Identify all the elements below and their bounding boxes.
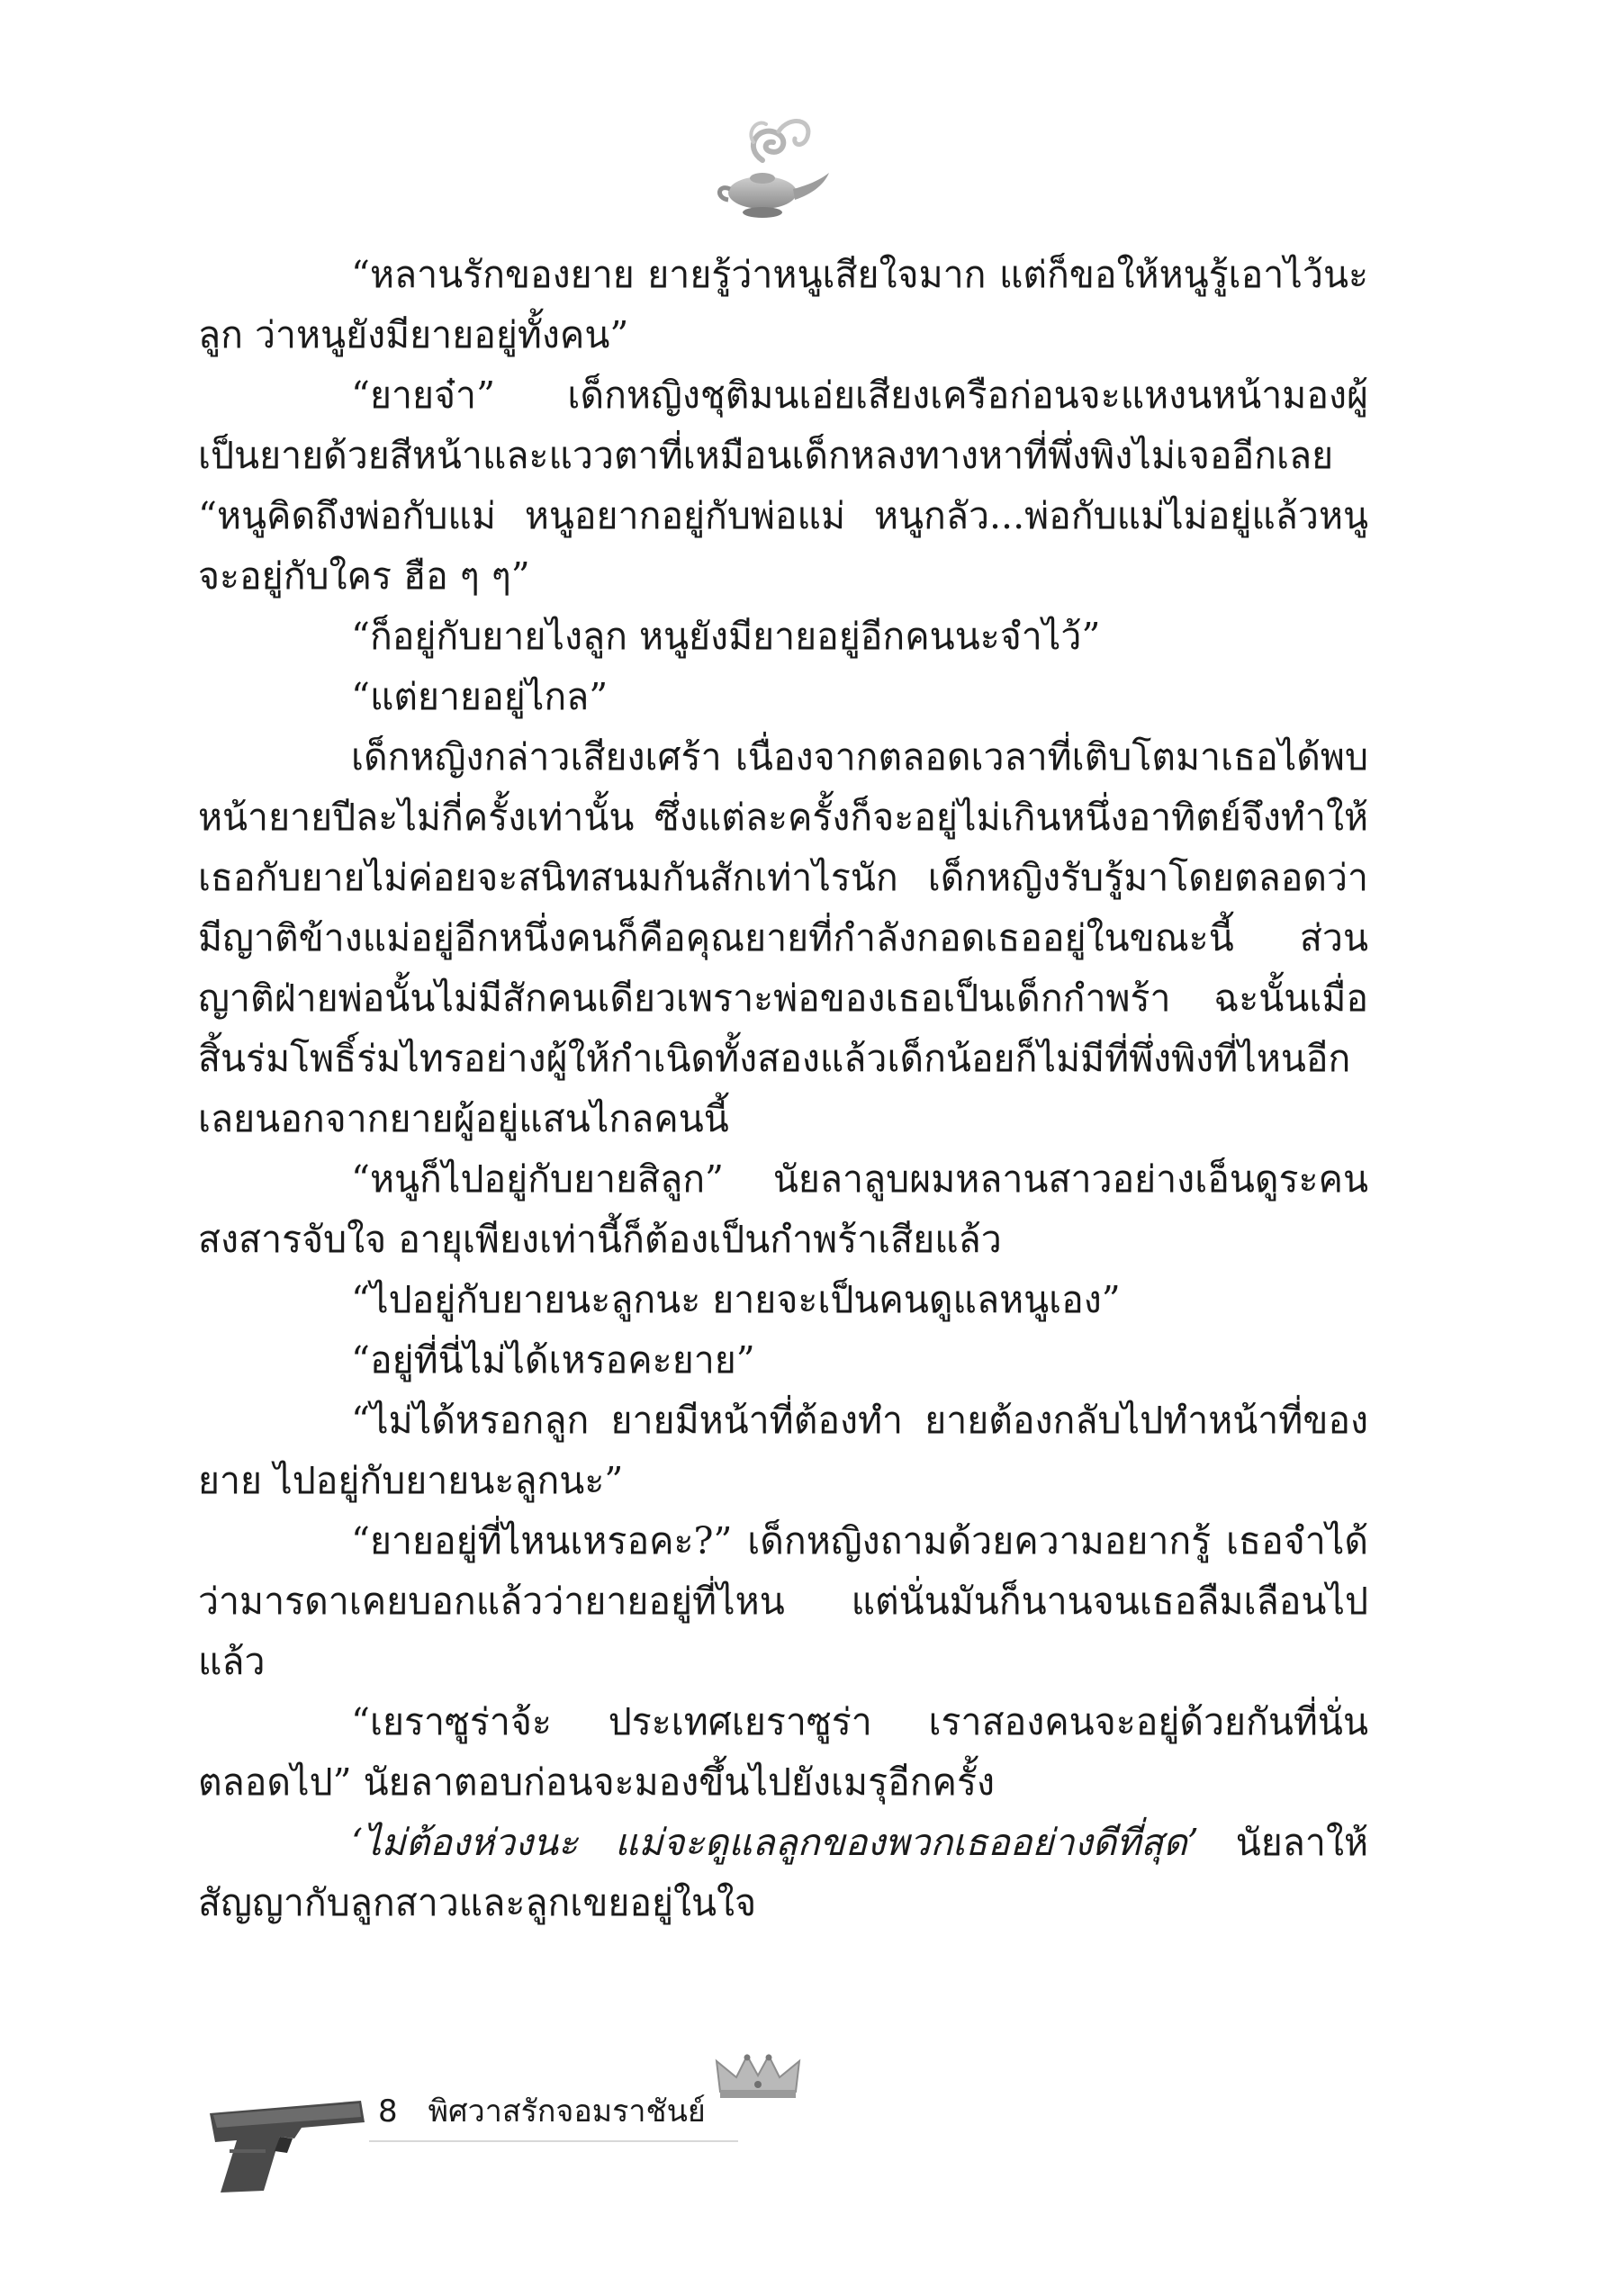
book-title: พิศวาสรักจอมราชันย์ bbox=[428, 2093, 706, 2129]
paragraph-tail: นัยลาให้สัญญากับลูกสาวและลูกเขยอยู่ในใจ bbox=[198, 1821, 1369, 1924]
paragraph: “หลานรักของยาย ยายรู้ว่าหนูเสียใจมาก แต่ก็ขอให้หนูรู้เอาไว้นะลูก ว่าหนูยังมียายอยู่ทั้งคน” bbox=[198, 253, 1368, 356]
paragraph: “ยายจ๋า” เด็กหญิงชุติมนเอ่ยเสียงเครือก่อนจะแหงนหน้ามองผู้เป็นยายด้วยสีหน้าและแววตาที่เหมือนเด็กหลงทางหาที่พึ่งพิงไม่เจออีกเลย “หนูคิดถึงพ่อกับแม่ หนูอยากอยู่กับพ่อแม่ หนูกลัว...พ่อกับแม่ไม่อยู่แล้วหนูจะอยู่กับใคร ฮือ ๆ ๆ” bbox=[198, 374, 1368, 598]
paragraph: “ไปอยู่กับยายนะลูกนะ ยายจะเป็นคนดูแลหนูเอง” bbox=[351, 1278, 1121, 1321]
magic-lamp-icon bbox=[707, 106, 834, 232]
pistol-icon bbox=[194, 2086, 374, 2194]
paragraph: “ก็อยู่กับยายไงลูก หนูยังมียายอยู่อีกคนนะจำไว้” bbox=[351, 615, 1101, 658]
page-number: 8 bbox=[378, 2093, 398, 2129]
story-text bbox=[198, 245, 1368, 1933]
crown-icon bbox=[713, 2052, 803, 2102]
paragraph: “หนูก็ไปอยู่กับยายสิลูก” นัยลาลูบผมหลานสาวอย่างเอ็นดูระคนสงสารจับใจ อายุเพียงเท่านี้ก็ต้องเป็นกำพร้าเสียแล้ว bbox=[198, 1157, 1368, 1261]
footer-divider bbox=[369, 2140, 738, 2142]
page-footer bbox=[378, 2086, 706, 2135]
paragraph: “แต่ยายอยู่ไกล” bbox=[351, 675, 609, 718]
inner-thought: ‘ไม่ต้องห่วงนะ แม่จะดูแลลูกของพวกเธออย่างดีที่สุด’ bbox=[351, 1821, 1199, 1864]
paragraph: “ไม่ได้หรอกลูก ยายมีหน้าที่ต้องทำ ยายต้องกลับไปทำหน้าที่ของยาย ไปอยู่กับยายนะลูกนะ” bbox=[198, 1399, 1368, 1502]
paragraph: “ยายอยู่ที่ไหนเหรอคะ?” เด็กหญิงถามด้วยความอยากรู้ เธอจำได้ว่ามารดาเคยบอกแล้วว่ายายอยู่ที่ไหน แต่นั่นมันก็นานจนเธอลืมเลือนไปแล้ว bbox=[198, 1519, 1368, 1683]
paragraph-last bbox=[198, 1813, 1368, 1933]
paragraph: “อยู่ที่นี่ไม่ได้เหรอคะยาย” bbox=[351, 1338, 755, 1382]
paragraph: เด็กหญิงกล่าวเสียงเศร้า เนื่องจากตลอดเวลาที่เติบโตมาเธอได้พบหน้ายายปีละไม่กี่ครั้งเท่านั้น ซึ่งแต่ละครั้งก็จะอยู่ไม่เกินหนึ่งอาทิตย์จึงทำให้เธอกับยายไม่ค่อยจะสนิทสนมกันสักเท่าไรนัก เด็กหญิงรับรู้มาโดยตลอดว่ามีญาติข้างแม่อยู่อีกหนึ่งคนก็คือคุณยายที่กำลังกอดเธออยู่ในขณะนี้ ส่วนญาติฝ่ายพ่อนั้นไม่มีสักคนเดียวเพราะพ่อของเธอเป็นเด็กกำพร้า ฉะนั้นเมื่อสิ้นร่มโพธิ์ร่มไทรอย่างผู้ให้กำเนิดทั้งสองแล้วเด็กน้อยก็ไม่มีที่พึ่งพิงที่ไหนอีกเลยนอกจากยายผู้อยู่แสนไกลคนนี้ bbox=[198, 735, 1368, 1140]
paragraph: “เยราซูร่าจ้ะ ประเทศเยราซูร่า เราสองคนจะอยู่ด้วยกันที่นั่นตลอดไป” นัยลาตอบก่อนจะมองขึ้นไปยังเมรุอีกครั้ง bbox=[198, 1700, 1368, 1804]
